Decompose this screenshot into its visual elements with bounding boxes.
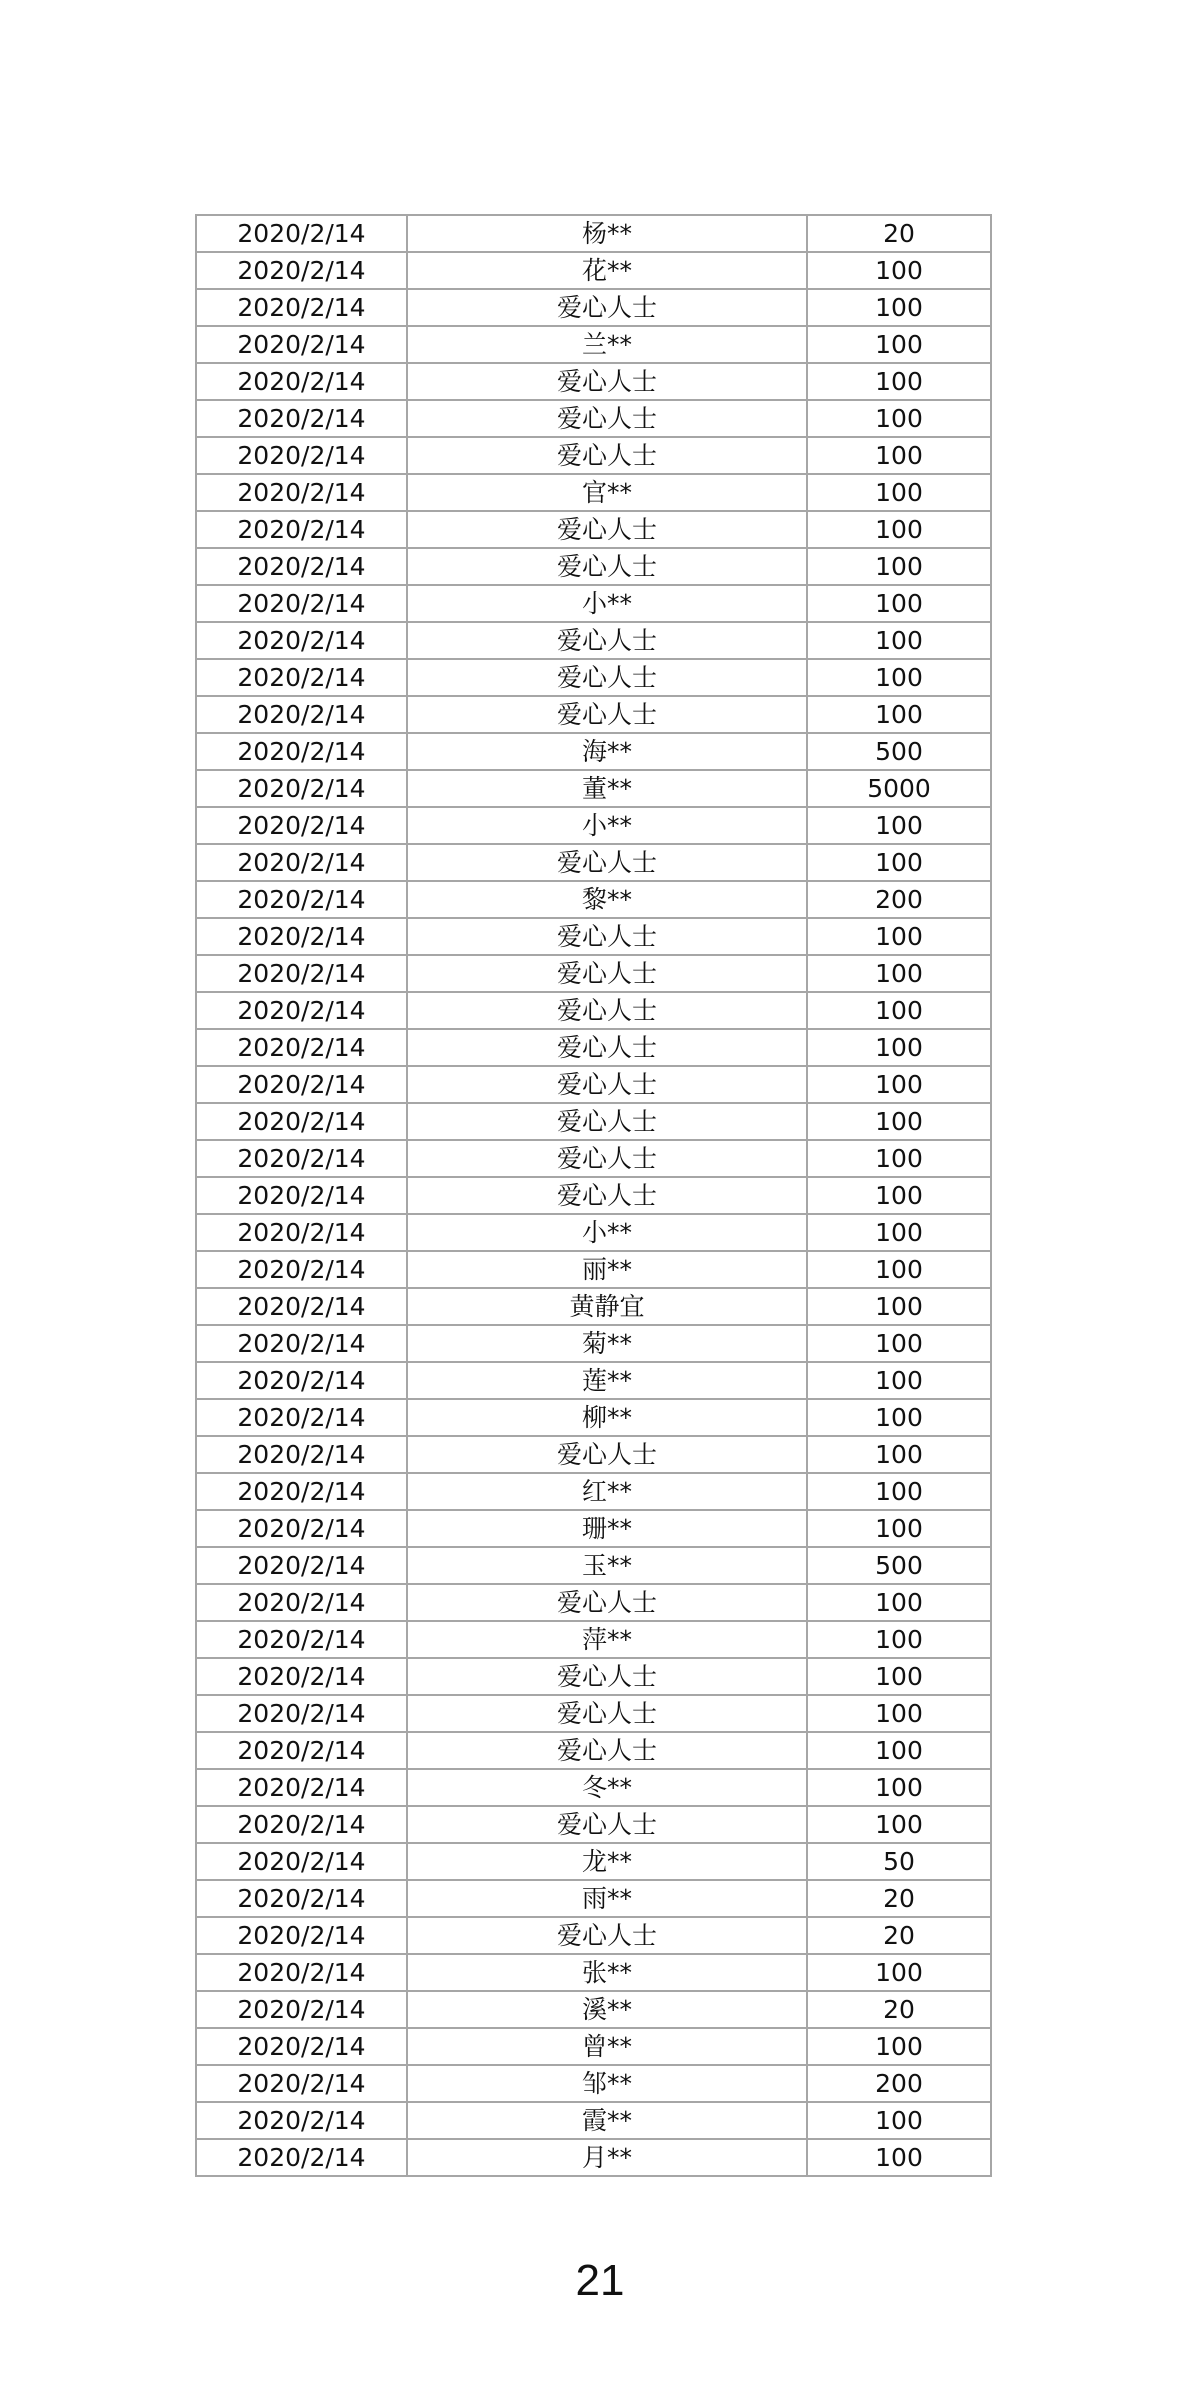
table-row: [196, 955, 991, 992]
table-row: [196, 1843, 991, 1880]
donation-table: [195, 214, 992, 2177]
table-row: [196, 622, 991, 659]
table-row: [196, 1991, 991, 2028]
donor-name-cell: 珊**: [407, 1510, 807, 1547]
donor-name-cell: 柳**: [407, 1399, 807, 1436]
donor-name-cell: 爱心人士: [407, 1658, 807, 1695]
date-cell: 2020/2/14: [196, 1103, 407, 1140]
table-row: [196, 659, 991, 696]
date-cell: 2020/2/14: [196, 548, 407, 585]
table-row: [196, 881, 991, 918]
date-cell: 2020/2/14: [196, 511, 407, 548]
table-row: [196, 1917, 991, 1954]
table-row: [196, 1547, 991, 1584]
date-cell: 2020/2/14: [196, 437, 407, 474]
amount-cell: 100: [807, 1732, 991, 1769]
date-cell: 2020/2/14: [196, 1473, 407, 1510]
table-row: [196, 1880, 991, 1917]
donor-name-cell: 小**: [407, 1214, 807, 1251]
donor-name-cell: 爱心人士: [407, 1806, 807, 1843]
table-row: [196, 696, 991, 733]
table-row: [196, 1769, 991, 1806]
table-row: [196, 1251, 991, 1288]
donor-name-cell: 黎**: [407, 881, 807, 918]
date-cell: 2020/2/14: [196, 1621, 407, 1658]
date-cell: 2020/2/14: [196, 807, 407, 844]
amount-cell: 100: [807, 511, 991, 548]
date-cell: 2020/2/14: [196, 1251, 407, 1288]
amount-cell: 100: [807, 1954, 991, 1991]
date-cell: 2020/2/14: [196, 2139, 407, 2176]
donor-name-cell: 兰**: [407, 326, 807, 363]
amount-cell: 500: [807, 1547, 991, 1584]
donor-name-cell: 官**: [407, 474, 807, 511]
date-cell: 2020/2/14: [196, 1325, 407, 1362]
amount-cell: 100: [807, 955, 991, 992]
date-cell: 2020/2/14: [196, 1658, 407, 1695]
amount-cell: 100: [807, 1325, 991, 1362]
amount-cell: 100: [807, 474, 991, 511]
amount-cell: 100: [807, 1362, 991, 1399]
table-row: [196, 585, 991, 622]
table-row: [196, 1510, 991, 1547]
amount-cell: 100: [807, 326, 991, 363]
donor-name-cell: 溪**: [407, 1991, 807, 2028]
date-cell: 2020/2/14: [196, 770, 407, 807]
amount-cell: 100: [807, 1103, 991, 1140]
table-row: [196, 918, 991, 955]
table-row: [196, 1806, 991, 1843]
date-cell: 2020/2/14: [196, 1214, 407, 1251]
date-cell: 2020/2/14: [196, 1436, 407, 1473]
date-cell: 2020/2/14: [196, 400, 407, 437]
date-cell: 2020/2/14: [196, 326, 407, 363]
amount-cell: 100: [807, 2102, 991, 2139]
table-row: [196, 2139, 991, 2176]
donor-name-cell: 爱心人士: [407, 1029, 807, 1066]
table-row: [196, 2028, 991, 2065]
date-cell: 2020/2/14: [196, 844, 407, 881]
amount-cell: 20: [807, 1917, 991, 1954]
amount-cell: 500: [807, 733, 991, 770]
date-cell: 2020/2/14: [196, 1177, 407, 1214]
table-row: [196, 252, 991, 289]
table-row: [196, 844, 991, 881]
date-cell: 2020/2/14: [196, 1954, 407, 1991]
amount-cell: 100: [807, 1584, 991, 1621]
donor-name-cell: 爱心人士: [407, 1140, 807, 1177]
donor-name-cell: 董**: [407, 770, 807, 807]
amount-cell: 100: [807, 1251, 991, 1288]
date-cell: 2020/2/14: [196, 1140, 407, 1177]
donor-name-cell: 花**: [407, 252, 807, 289]
donor-name-cell: 爱心人士: [407, 548, 807, 585]
date-cell: 2020/2/14: [196, 1880, 407, 1917]
donor-name-cell: 爱心人士: [407, 511, 807, 548]
donor-name-cell: 爱心人士: [407, 400, 807, 437]
donor-name-cell: 爱心人士: [407, 918, 807, 955]
donor-name-cell: 邹**: [407, 2065, 807, 2102]
date-cell: 2020/2/14: [196, 252, 407, 289]
amount-cell: 100: [807, 548, 991, 585]
date-cell: 2020/2/14: [196, 474, 407, 511]
donor-name-cell: 爱心人士: [407, 659, 807, 696]
donor-name-cell: 小**: [407, 585, 807, 622]
amount-cell: 100: [807, 696, 991, 733]
amount-cell: 100: [807, 1288, 991, 1325]
amount-cell: 20: [807, 1880, 991, 1917]
donor-name-cell: 爱心人士: [407, 289, 807, 326]
amount-cell: 100: [807, 1177, 991, 1214]
date-cell: 2020/2/14: [196, 622, 407, 659]
table-row: [196, 733, 991, 770]
table-row: [196, 548, 991, 585]
donor-name-cell: 冬**: [407, 1769, 807, 1806]
amount-cell: 100: [807, 400, 991, 437]
donor-name-cell: 爱心人士: [407, 1695, 807, 1732]
date-cell: 2020/2/14: [196, 1806, 407, 1843]
date-cell: 2020/2/14: [196, 918, 407, 955]
donor-name-cell: 红**: [407, 1473, 807, 1510]
date-cell: 2020/2/14: [196, 1399, 407, 1436]
donor-name-cell: 菊**: [407, 1325, 807, 1362]
date-cell: 2020/2/14: [196, 1991, 407, 2028]
table-row: [196, 215, 991, 252]
amount-cell: 100: [807, 585, 991, 622]
donor-name-cell: 莲**: [407, 1362, 807, 1399]
table-row: [196, 1621, 991, 1658]
table-row: [196, 770, 991, 807]
donor-name-cell: 曾**: [407, 2028, 807, 2065]
date-cell: 2020/2/14: [196, 659, 407, 696]
amount-cell: 100: [807, 1658, 991, 1695]
amount-cell: 100: [807, 363, 991, 400]
date-cell: 2020/2/14: [196, 289, 407, 326]
amount-cell: 100: [807, 807, 991, 844]
table-row: [196, 1066, 991, 1103]
donor-name-cell: 爱心人士: [407, 622, 807, 659]
donor-name-cell: 丽**: [407, 1251, 807, 1288]
amount-cell: 100: [807, 1769, 991, 1806]
table-row: [196, 1288, 991, 1325]
table-row: [196, 1473, 991, 1510]
donor-name-cell: 爱心人士: [407, 696, 807, 733]
donor-name-cell: 海**: [407, 733, 807, 770]
table-row: [196, 289, 991, 326]
amount-cell: 100: [807, 1806, 991, 1843]
table-body: [196, 215, 991, 2176]
table-row: [196, 511, 991, 548]
amount-cell: 200: [807, 2065, 991, 2102]
date-cell: 2020/2/14: [196, 2028, 407, 2065]
table-row: [196, 1140, 991, 1177]
amount-cell: 100: [807, 992, 991, 1029]
donor-name-cell: 爱心人士: [407, 844, 807, 881]
amount-cell: 200: [807, 881, 991, 918]
date-cell: 2020/2/14: [196, 1695, 407, 1732]
donor-name-cell: 爱心人士: [407, 363, 807, 400]
donor-name-cell: 萍**: [407, 1621, 807, 1658]
amount-cell: 100: [807, 2028, 991, 2065]
date-cell: 2020/2/14: [196, 1029, 407, 1066]
date-cell: 2020/2/14: [196, 2102, 407, 2139]
amount-cell: 100: [807, 1214, 991, 1251]
donor-name-cell: 爱心人士: [407, 437, 807, 474]
amount-cell: 100: [807, 437, 991, 474]
donor-name-cell: 龙**: [407, 1843, 807, 1880]
amount-cell: 100: [807, 844, 991, 881]
amount-cell: 100: [807, 622, 991, 659]
amount-cell: 100: [807, 1066, 991, 1103]
amount-cell: 20: [807, 1991, 991, 2028]
date-cell: 2020/2/14: [196, 1066, 407, 1103]
amount-cell: 100: [807, 1399, 991, 1436]
table-row: [196, 363, 991, 400]
donor-name-cell: 爱心人士: [407, 1103, 807, 1140]
amount-cell: 100: [807, 918, 991, 955]
amount-cell: 100: [807, 659, 991, 696]
amount-cell: 100: [807, 1695, 991, 1732]
table-row: [196, 1214, 991, 1251]
table-row: [196, 1029, 991, 1066]
amount-cell: 100: [807, 1029, 991, 1066]
amount-cell: 100: [807, 1510, 991, 1547]
donor-name-cell: 爱心人士: [407, 955, 807, 992]
donor-name-cell: 霞**: [407, 2102, 807, 2139]
donor-name-cell: 爱心人士: [407, 1584, 807, 1621]
date-cell: 2020/2/14: [196, 1510, 407, 1547]
date-cell: 2020/2/14: [196, 733, 407, 770]
table-row: [196, 2065, 991, 2102]
table-row: [196, 2102, 991, 2139]
table-row: [196, 474, 991, 511]
date-cell: 2020/2/14: [196, 955, 407, 992]
page-number: 21: [575, 2256, 625, 2305]
donor-name-cell: 爱心人士: [407, 1732, 807, 1769]
donor-name-cell: 黄静宜: [407, 1288, 807, 1325]
table-row: [196, 1177, 991, 1214]
date-cell: 2020/2/14: [196, 215, 407, 252]
table-row: [196, 807, 991, 844]
amount-cell: 100: [807, 289, 991, 326]
amount-cell: 100: [807, 252, 991, 289]
date-cell: 2020/2/14: [196, 1584, 407, 1621]
donor-name-cell: 爱心人士: [407, 1917, 807, 1954]
date-cell: 2020/2/14: [196, 992, 407, 1029]
donor-name-cell: 爱心人士: [407, 992, 807, 1029]
amount-cell: 100: [807, 1473, 991, 1510]
date-cell: 2020/2/14: [196, 363, 407, 400]
donor-name-cell: 玉**: [407, 1547, 807, 1584]
table-row: [196, 437, 991, 474]
amount-cell: 50: [807, 1843, 991, 1880]
table-row: [196, 1732, 991, 1769]
table-row: [196, 400, 991, 437]
date-cell: 2020/2/14: [196, 1288, 407, 1325]
date-cell: 2020/2/14: [196, 585, 407, 622]
table-row: [196, 1399, 991, 1436]
donor-name-cell: 小**: [407, 807, 807, 844]
table-row: [196, 1584, 991, 1621]
date-cell: 2020/2/14: [196, 696, 407, 733]
donor-name-cell: 杨**: [407, 215, 807, 252]
donor-name-cell: 爱心人士: [407, 1177, 807, 1214]
table-row: [196, 1103, 991, 1140]
date-cell: 2020/2/14: [196, 1917, 407, 1954]
amount-cell: 100: [807, 2139, 991, 2176]
donor-name-cell: 月**: [407, 2139, 807, 2176]
date-cell: 2020/2/14: [196, 1732, 407, 1769]
amount-cell: 20: [807, 215, 991, 252]
table-row: [196, 1436, 991, 1473]
amount-cell: 100: [807, 1621, 991, 1658]
amount-cell: 100: [807, 1140, 991, 1177]
date-cell: 2020/2/14: [196, 1769, 407, 1806]
amount-cell: 100: [807, 1436, 991, 1473]
table-row: [196, 1695, 991, 1732]
table-row: [196, 1954, 991, 1991]
table-row: [196, 1658, 991, 1695]
donor-name-cell: 爱心人士: [407, 1436, 807, 1473]
date-cell: 2020/2/14: [196, 881, 407, 918]
donor-name-cell: 张**: [407, 1954, 807, 1991]
table-row: [196, 1325, 991, 1362]
date-cell: 2020/2/14: [196, 1547, 407, 1584]
donor-name-cell: 爱心人士: [407, 1066, 807, 1103]
table-row: [196, 1362, 991, 1399]
donor-name-cell: 雨**: [407, 1880, 807, 1917]
amount-cell: 5000: [807, 770, 991, 807]
date-cell: 2020/2/14: [196, 1362, 407, 1399]
date-cell: 2020/2/14: [196, 2065, 407, 2102]
table-row: [196, 992, 991, 1029]
table-row: [196, 326, 991, 363]
date-cell: 2020/2/14: [196, 1843, 407, 1880]
